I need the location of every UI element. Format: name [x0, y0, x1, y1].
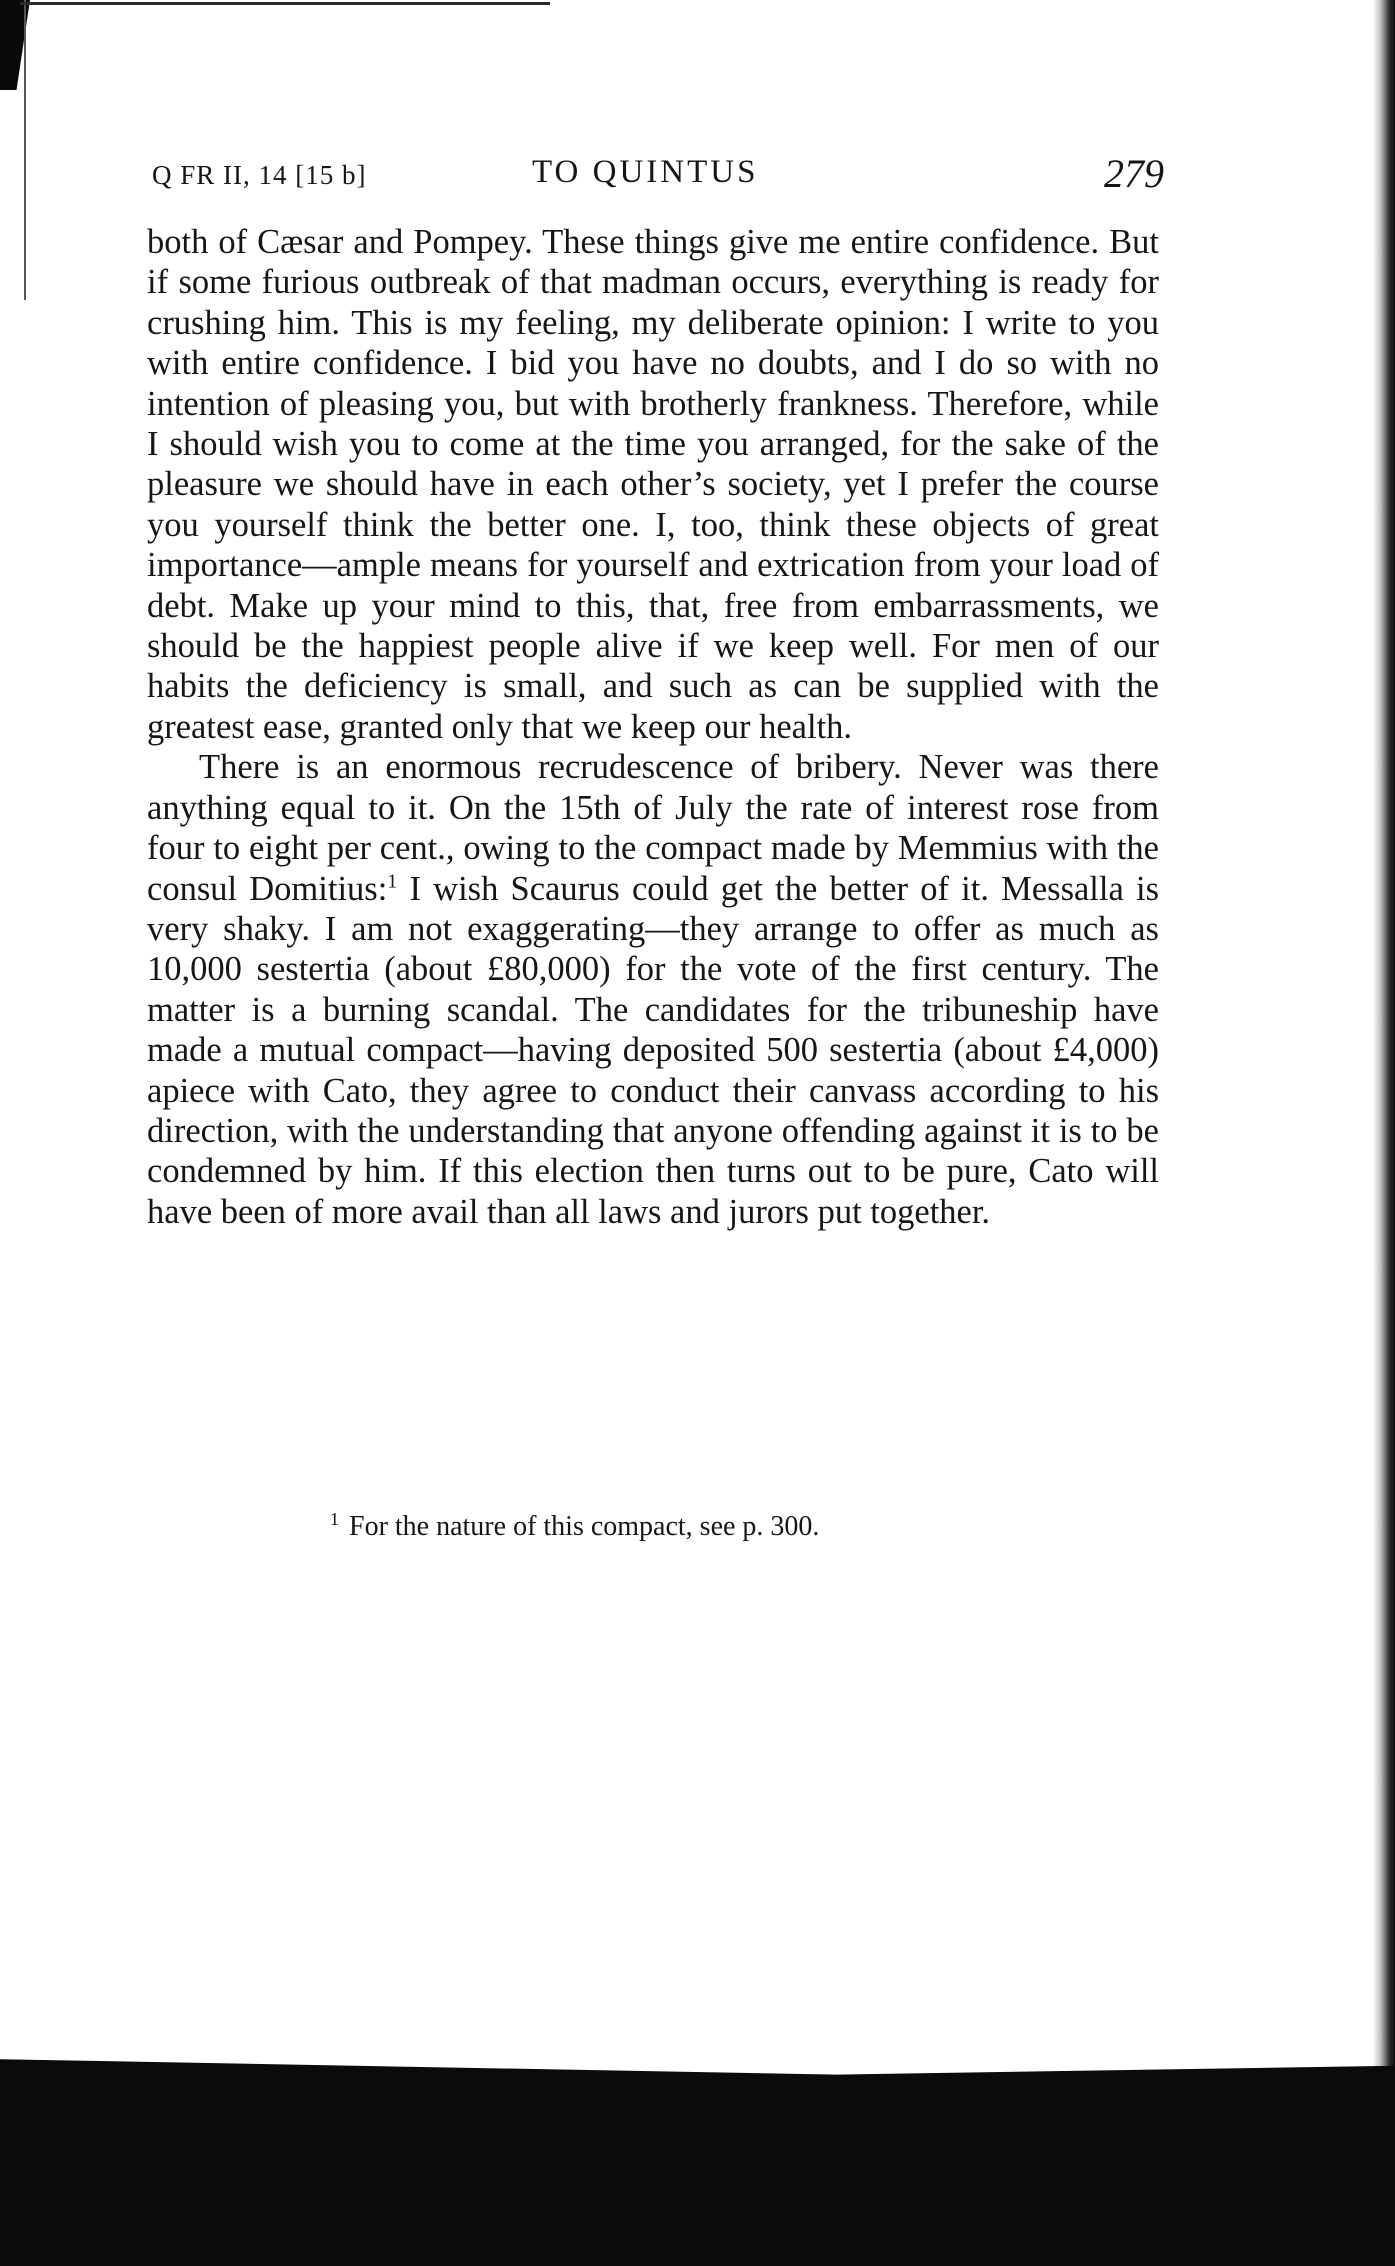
scan-bottom-band — [0, 2046, 1395, 2266]
paragraph-2 — [147, 747, 1159, 1232]
body-text — [147, 222, 1159, 1232]
running-head-reference: Q FR II, 14 [15 b] — [152, 160, 367, 190]
footnote — [330, 1510, 1160, 1544]
footnote-reference: 1 — [387, 870, 398, 892]
paragraph-2-text-after-note: I wish Scaurus could get the better of it. Messalla is very shaky. I am not exaggerating—they arrange to offer as much as 10,000 sestertia (about £80,000) for the vote of the first century. The matter is a burning scandal. The candidates for the tribuneship have made a mutual compact—having deposited 500 sestertia (about £4,000) apiece with Cato, they agree to conduct their canvass according to his direction, with the understanding that anyone offending against it is to be condemned by him. If this election then turns out to be pure, Cato will have been of more avail than all laws and jurors put together. — [147, 869, 1159, 1231]
scan-top-line — [20, 2, 550, 5]
page-number: 279 — [1104, 151, 1164, 196]
paragraph-2-text-before-note: There is an enormous recrudescence of bribery. Never was there anything equal to it. On the 15th of July the rate of interest rose from four to eight per cent., owing to the compact made by Memmius with the consul Domitius: — [147, 748, 1159, 908]
footnote-text: For the nature of this compact, see p. 300. — [349, 1511, 820, 1542]
running-head — [152, 150, 1164, 200]
footnote-marker: 1 — [330, 1508, 339, 1529]
paragraph-1: both of Cæsar and Pompey. These things give me entire confidence. But if some furious outbreak of that madman occurs, everything is ready for crushing him. This is my feeling, my deliberate opinion: I write to you with entire confidence. I bid you have no doubts, and I do so with no intention of pleasing you, but with brotherly frankness. Therefore, while I should wish you to come at the time you arranged, for the sake of the pleasure we should have in each other’s society, yet I prefer the course you yourself think the better one. I, too, think these objects of great importance—ample means for yourself and extrication from your load of debt. Make up your mind to this, that, free from embarrassments, we should be the happiest people alive if we keep well. For men of our habits the deficiency is small, and such as can be supplied with the greatest ease, granted only that we keep our health. — [147, 223, 1159, 746]
scan-left-line — [24, 0, 26, 300]
running-head-title: TO QUINTUS — [532, 154, 759, 190]
scan-right-edge — [1373, 0, 1395, 2266]
